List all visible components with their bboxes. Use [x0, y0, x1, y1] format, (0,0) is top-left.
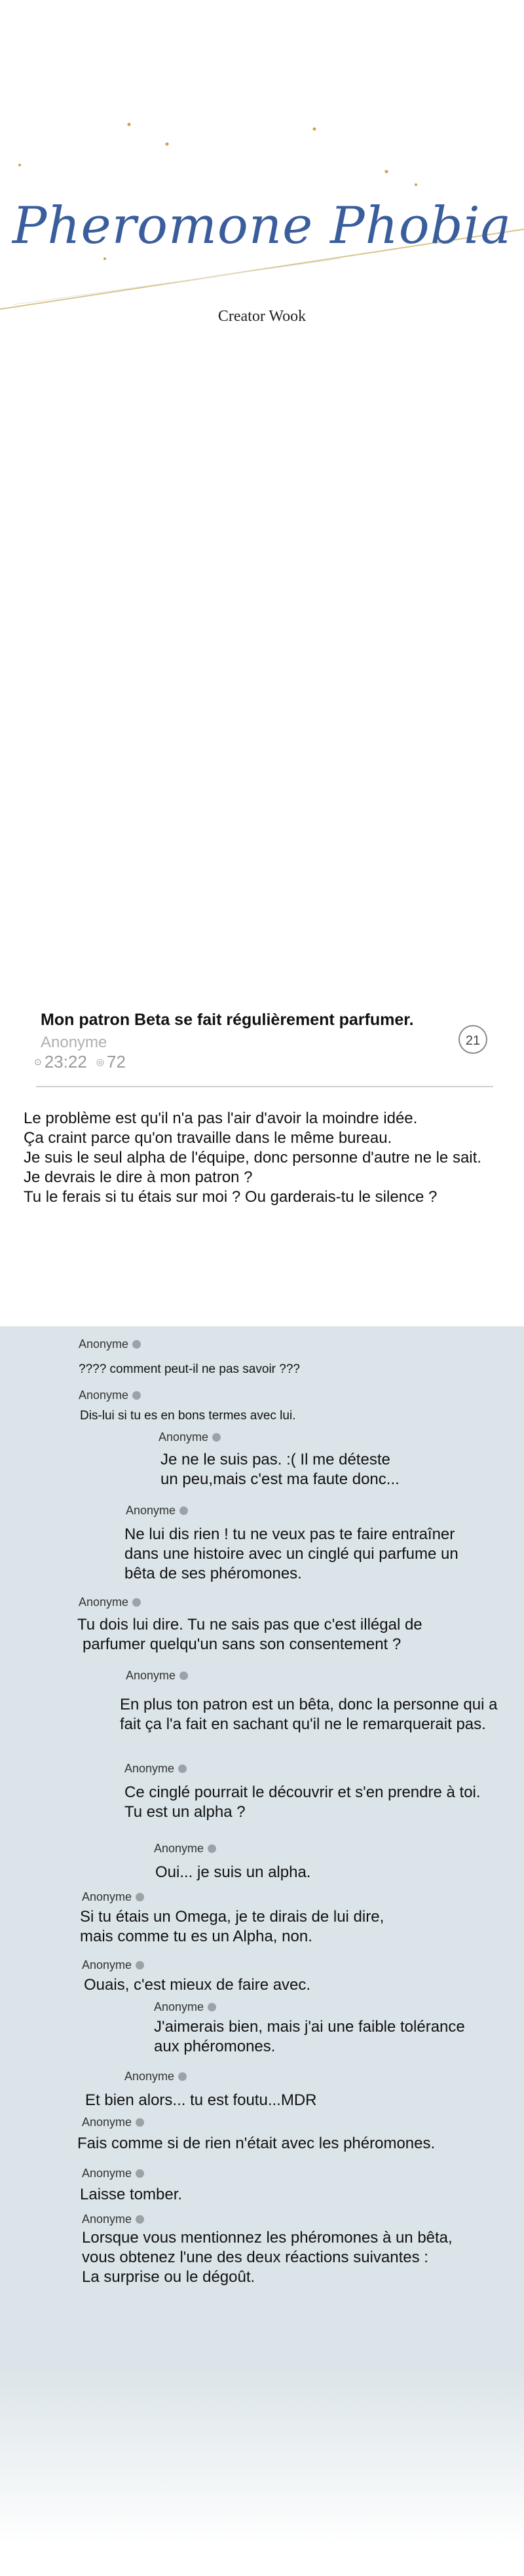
clock-icon: ⊙: [34, 1056, 42, 1067]
comment-line: Lorsque vous mentionnez les phéromones à un bêta,: [82, 2229, 453, 2247]
comment-author-name: Anonyme: [154, 2000, 204, 2013]
comment-text: [80, 1907, 384, 1947]
user-badge-icon: [178, 2072, 187, 2081]
comment-line: vous obtenez l'une des deux réactions suivantes :: [82, 2249, 428, 2266]
comment-author: [79, 1389, 141, 1402]
comment-text: [82, 2228, 453, 2287]
comment-text: [160, 1450, 400, 1489]
comment-author: [154, 1842, 216, 1856]
comment-author: [79, 1337, 141, 1351]
comment-author-name: Anonyme: [82, 2116, 132, 2129]
comment-text: [124, 1525, 458, 1584]
comment-line: un peu,mais c'est ma faute donc...: [160, 1470, 400, 1488]
comment-text: [155, 1863, 310, 1882]
comment-author-name: Anonyme: [82, 2167, 132, 2180]
comment-author-name: Anonyme: [126, 1669, 176, 1682]
comment-line: Ne lui dis rien ! tu ne veux pas te faire entraîner: [124, 1525, 455, 1543]
comment-text: [77, 2134, 435, 2154]
comment-author: [126, 1504, 188, 1518]
comment-author-name: Anonyme: [79, 1596, 129, 1609]
comment-text: [80, 2185, 182, 2205]
divider: [36, 1086, 493, 1087]
post-body-line: Ça craint parce qu'on travaille dans le même bureau.: [24, 1129, 392, 1147]
comment-line: Oui... je suis un alpha.: [155, 1863, 311, 1881]
comment-line: dans une histoire avec un cinglé qui parfume un: [124, 1545, 458, 1563]
comment-count-badge[interactable]: 21: [458, 1025, 487, 1054]
comment-text: [77, 1615, 422, 1654]
comment-line: Ouais, c'est mieux de faire avec.: [84, 1976, 311, 1994]
user-badge-icon: [136, 1893, 144, 1901]
comment-line: ???? comment peut-il ne pas savoir ???: [79, 1362, 300, 1376]
comment-author-name: Anonyme: [82, 1890, 132, 1903]
comment-text: [124, 1783, 481, 1822]
user-badge-icon: [136, 1961, 144, 1969]
post-title: Mon patron Beta se fait régulièrement parfumer.: [41, 1011, 414, 1029]
comment-author-name: Anonyme: [159, 1430, 209, 1444]
comment-author: [159, 1430, 221, 1444]
user-badge-icon: [136, 2118, 144, 2127]
comment-text: [80, 1408, 295, 1424]
user-badge-icon: [132, 1391, 141, 1400]
comment-line: Laisse tomber.: [80, 2186, 183, 2203]
user-badge-icon: [208, 1844, 216, 1853]
comic-title: Pheromone Phobia: [12, 196, 512, 255]
post-body-line: Tu le ferais si tu étais sur moi ? Ou garderais-tu le silence ?: [24, 1188, 438, 1206]
comment-author: [82, 2116, 144, 2129]
post-body: [24, 1109, 508, 1207]
comment-line: Tu est un alpha ?: [124, 1803, 246, 1821]
post-time: [34, 1052, 87, 1072]
creator-credit: Creator Wook: [217, 308, 307, 325]
comment-author-name: Anonyme: [79, 1389, 129, 1402]
comment-author: [82, 1958, 144, 1972]
comment-text: [84, 1975, 310, 1995]
comment-line: Et bien alors... tu est foutu...MDR: [85, 2091, 317, 2109]
comment-author: [124, 1762, 187, 1776]
comment-line: Dis-lui si tu es en bons termes avec lui.: [80, 1409, 296, 1423]
user-badge-icon: [178, 1764, 187, 1773]
comment-author-name: Anonyme: [126, 1504, 176, 1517]
comment-author-name: Anonyme: [82, 2212, 132, 2226]
user-badge-icon: [132, 1340, 141, 1349]
comment-author: [82, 2167, 144, 2180]
comment-text: [85, 2091, 316, 2110]
comment-text: [79, 1362, 300, 1377]
comment-line: Si tu étais un Omega, je te dirais de lui dire,: [80, 1908, 384, 1926]
comments-section: [0, 1326, 524, 2576]
user-badge-icon: [136, 2169, 144, 2178]
comment-author: [82, 1890, 144, 1904]
comment-line: Fais comme si de rien n'était avec les phéromones.: [77, 2135, 436, 2152]
comment-text: [154, 2017, 465, 2057]
comment-line: Je ne le suis pas. :( Il me déteste: [160, 1451, 390, 1468]
comment-author-name: Anonyme: [124, 1762, 175, 1775]
user-badge-icon: [136, 2215, 144, 2224]
comment-line: En plus ton patron est un bêta, donc la personne qui a: [120, 1696, 498, 1713]
post-views: [96, 1052, 126, 1072]
user-badge-icon: [212, 1433, 221, 1442]
comment-line: parfumer quelqu'un sans son consentement ?: [83, 1635, 402, 1653]
comment-line: Ce cinglé pourrait le découvrir et s'en prendre à toi.: [124, 1783, 481, 1801]
user-badge-icon: [132, 1598, 141, 1607]
comment-line: Tu dois lui dire. Tu ne sais pas que c'est illégal de: [77, 1616, 422, 1633]
post-body-line: Je devrais le dire à mon patron ?: [24, 1168, 253, 1186]
comment-line: La surprise ou le dégoût.: [82, 2268, 255, 2286]
comment-text: [120, 1695, 497, 1734]
post-meta: [34, 1052, 126, 1072]
comment-line: aux phéromones.: [154, 2038, 276, 2055]
comment-line: fait ça l'a fait en sachant qu'il ne le remarquerait pas.: [120, 1715, 486, 1733]
comment-author-name: Anonyme: [79, 1337, 129, 1351]
comment-author: [124, 2070, 187, 2083]
comment-author-name: Anonyme: [154, 1842, 204, 1855]
comment-author: [79, 1596, 141, 1609]
user-badge-icon: [179, 1671, 188, 1680]
comment-line: J'aimerais bien, mais j'ai une faible tolérance: [154, 2018, 465, 2036]
comment-author: [82, 2212, 144, 2226]
comment-author: [154, 2000, 216, 2014]
comment-author-name: Anonyme: [124, 2070, 175, 2083]
comment-author-name: Anonyme: [82, 1958, 132, 1971]
post-author: Anonyme: [41, 1034, 107, 1051]
post-body-line: Le problème est qu'il n'a pas l'air d'avoir la moindre idée.: [24, 1110, 418, 1127]
comment-line: mais comme tu es un Alpha, non.: [80, 1928, 312, 1945]
post-body-line: Je suis le seul alpha de l'équipe, donc personne d'autre ne le sait.: [24, 1149, 481, 1167]
comment-line: bêta de ses phéromones.: [124, 1565, 302, 1582]
user-badge-icon: [179, 1506, 188, 1515]
comment-author: [126, 1669, 188, 1683]
post-views-value: 72: [107, 1052, 126, 1072]
post-time-value: 23:22: [44, 1052, 87, 1072]
eye-icon: ◎: [96, 1056, 105, 1067]
user-badge-icon: [208, 2003, 216, 2011]
